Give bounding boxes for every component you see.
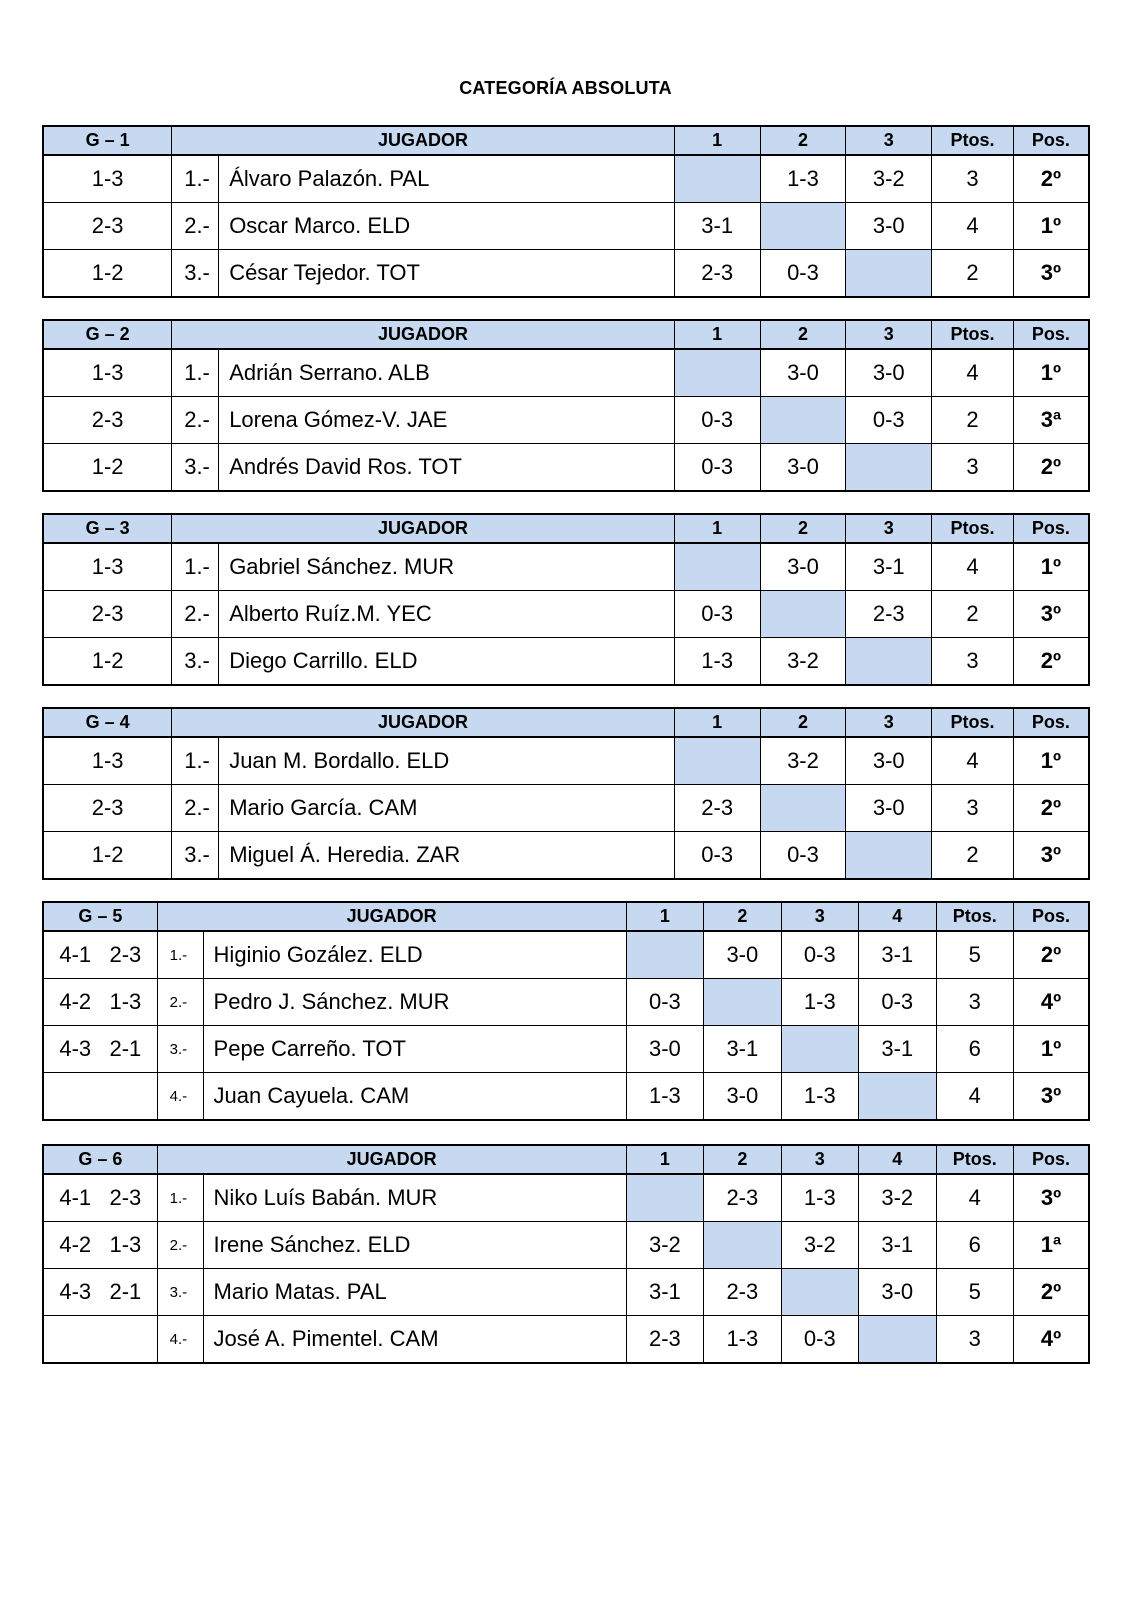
group-table [42, 125, 1090, 298]
column-header-opponent: 1 [674, 514, 760, 543]
player-number: 3.- [157, 1269, 203, 1316]
match-result: 0-3 [846, 397, 932, 444]
player-number: 2.- [157, 979, 203, 1026]
group-label: G – 3 [43, 514, 172, 543]
points: 4 [932, 349, 1014, 397]
match-result: 1-3 [781, 1073, 858, 1121]
match-result: 3-0 [704, 931, 781, 979]
position: 2º [1013, 444, 1089, 492]
self-match-cell [846, 250, 932, 298]
match-result: 3-2 [846, 155, 932, 203]
match-result: 0-3 [781, 931, 858, 979]
match-result: 2-3 [846, 591, 932, 638]
column-header-position: Pos. [1013, 1145, 1089, 1174]
player-number: 1.- [172, 349, 219, 397]
points: 2 [932, 832, 1014, 880]
self-match-cell [674, 543, 760, 591]
match-order: 1-2 [43, 832, 172, 880]
self-match-cell [760, 397, 846, 444]
column-header-jugador: JUGADOR [172, 320, 675, 349]
match-result: 3-0 [760, 543, 846, 591]
player-name: Irene Sánchez. ELD [203, 1222, 626, 1269]
group-table [42, 1144, 1090, 1364]
match-result: 3-1 [859, 1222, 936, 1269]
player-name: Gabriel Sánchez. MUR [219, 543, 675, 591]
player-name: Adrián Serrano. ALB [219, 349, 675, 397]
column-header-points: Ptos. [936, 902, 1013, 931]
points: 4 [932, 203, 1014, 250]
self-match-cell [846, 832, 932, 880]
player-name: José A. Pimentel. CAM [203, 1316, 626, 1364]
group-label: G – 2 [43, 320, 172, 349]
player-number: 1.- [157, 1174, 203, 1222]
player-number: 1.- [157, 931, 203, 979]
points: 4 [932, 543, 1014, 591]
points: 4 [932, 737, 1014, 785]
match-result: 1-3 [781, 979, 858, 1026]
self-match-cell [760, 785, 846, 832]
column-header-opponent: 1 [626, 902, 703, 931]
position: 2º [1013, 785, 1089, 832]
points: 2 [932, 397, 1014, 444]
match-result: 0-3 [760, 832, 846, 880]
match-result: 0-3 [674, 591, 760, 638]
player-name: Alberto Ruíz.M. YEC [219, 591, 675, 638]
match-result: 1-3 [781, 1174, 858, 1222]
player-row [43, 397, 1089, 444]
player-row [43, 1316, 1089, 1364]
position: 1ª [1013, 1222, 1089, 1269]
column-header-opponent: 2 [760, 514, 846, 543]
group-label: G – 4 [43, 708, 172, 737]
self-match-cell [704, 979, 781, 1026]
match-result: 2-3 [704, 1269, 781, 1316]
match-result: 2-3 [704, 1174, 781, 1222]
self-match-cell [674, 737, 760, 785]
match-result: 2-3 [674, 785, 760, 832]
match-order: 2-3 [43, 591, 172, 638]
column-header-position: Pos. [1013, 126, 1089, 155]
self-match-cell [859, 1316, 936, 1364]
match-order: 1-2 [43, 250, 172, 298]
match-order: 4-1 2-3 [43, 931, 157, 979]
column-header-opponent: 2 [760, 126, 846, 155]
points: 3 [932, 638, 1014, 686]
column-header-opponent: 1 [674, 126, 760, 155]
match-result: 3-0 [626, 1026, 703, 1073]
player-row [43, 638, 1089, 686]
points: 4 [936, 1174, 1013, 1222]
column-header-opponent: 3 [846, 126, 932, 155]
self-match-cell [674, 155, 760, 203]
column-header-opponent: 3 [846, 708, 932, 737]
player-number: 3.- [172, 638, 219, 686]
position: 4º [1013, 979, 1089, 1026]
position: 4º [1013, 1316, 1089, 1364]
match-order: 4-3 2-1 [43, 1026, 157, 1073]
match-result: 1-3 [704, 1316, 781, 1364]
position: 1º [1013, 203, 1089, 250]
player-row [43, 1073, 1089, 1121]
match-result: 3-0 [846, 349, 932, 397]
column-header-position: Pos. [1013, 320, 1089, 349]
position: 3º [1013, 1174, 1089, 1222]
match-result: 0-3 [674, 397, 760, 444]
player-row [43, 250, 1089, 298]
self-match-cell [760, 203, 846, 250]
position: 3º [1013, 1073, 1089, 1121]
group-label: G – 1 [43, 126, 172, 155]
match-order: 1-2 [43, 444, 172, 492]
column-header-position: Pos. [1013, 514, 1089, 543]
player-number: 3.- [172, 832, 219, 880]
points: 5 [936, 931, 1013, 979]
points: 3 [932, 155, 1014, 203]
player-row [43, 444, 1089, 492]
player-number: 2.- [172, 203, 219, 250]
self-match-cell [626, 1174, 703, 1222]
position: 1º [1013, 1026, 1089, 1073]
match-order [43, 1316, 157, 1364]
player-name: Pepe Carreño. TOT [203, 1026, 626, 1073]
match-result: 3-1 [704, 1026, 781, 1073]
column-header-jugador: JUGADOR [172, 708, 675, 737]
match-order [43, 1073, 157, 1121]
column-header-points: Ptos. [932, 708, 1014, 737]
match-order: 1-3 [43, 543, 172, 591]
points: 3 [932, 785, 1014, 832]
column-header-jugador: JUGADOR [172, 514, 675, 543]
player-row [43, 349, 1089, 397]
match-result: 3-1 [859, 931, 936, 979]
player-number: 2.- [172, 397, 219, 444]
column-header-opponent: 2 [760, 708, 846, 737]
player-row [43, 543, 1089, 591]
player-number: 3.- [172, 444, 219, 492]
match-result: 3-0 [760, 444, 846, 492]
player-number: 1.- [172, 543, 219, 591]
player-row [43, 1269, 1089, 1316]
player-row [43, 1222, 1089, 1269]
column-header-opponent: 3 [781, 1145, 858, 1174]
player-row [43, 203, 1089, 250]
match-result: 0-3 [674, 444, 760, 492]
player-number: 2.- [172, 785, 219, 832]
player-name: Pedro J. Sánchez. MUR [203, 979, 626, 1026]
group-table [42, 901, 1090, 1121]
player-row [43, 979, 1089, 1026]
match-order: 2-3 [43, 203, 172, 250]
player-name: Oscar Marco. ELD [219, 203, 675, 250]
player-number: 1.- [172, 737, 219, 785]
points: 2 [932, 250, 1014, 298]
player-row [43, 1026, 1089, 1073]
self-match-cell [846, 444, 932, 492]
column-header-opponent: 2 [704, 902, 781, 931]
match-order: 1-3 [43, 155, 172, 203]
player-name: Miguel Á. Heredia. ZAR [219, 832, 675, 880]
position: 1º [1013, 737, 1089, 785]
position: 1º [1013, 543, 1089, 591]
column-header-jugador: JUGADOR [172, 126, 675, 155]
position: 2º [1013, 638, 1089, 686]
player-row [43, 832, 1089, 880]
match-result: 0-3 [760, 250, 846, 298]
match-result: 2-3 [626, 1316, 703, 1364]
self-match-cell [846, 638, 932, 686]
group-table [42, 707, 1090, 880]
match-result: 3-1 [674, 203, 760, 250]
match-order: 1-2 [43, 638, 172, 686]
column-header-opponent: 1 [674, 708, 760, 737]
match-result: 3-2 [760, 737, 846, 785]
match-result: 0-3 [859, 979, 936, 1026]
column-header-points: Ptos. [936, 1145, 1013, 1174]
match-result: 3-0 [846, 737, 932, 785]
column-header-jugador: JUGADOR [157, 1145, 626, 1174]
match-result: 3-2 [760, 638, 846, 686]
player-number: 3.- [157, 1026, 203, 1073]
points: 3 [936, 979, 1013, 1026]
points: 6 [936, 1222, 1013, 1269]
player-name: Higinio Gozález. ELD [203, 931, 626, 979]
player-name: Juan Cayuela. CAM [203, 1073, 626, 1121]
points: 4 [936, 1073, 1013, 1121]
player-number: 4.- [157, 1316, 203, 1364]
player-name: Diego Carrillo. ELD [219, 638, 675, 686]
match-result: 2-3 [674, 250, 760, 298]
self-match-cell [704, 1222, 781, 1269]
match-result: 1-3 [760, 155, 846, 203]
group-table [42, 513, 1090, 686]
group-label: G – 6 [43, 1145, 157, 1174]
match-result: 3-1 [859, 1026, 936, 1073]
column-header-points: Ptos. [932, 320, 1014, 349]
player-name: Álvaro Palazón. PAL [219, 155, 675, 203]
position: 1º [1013, 349, 1089, 397]
match-result: 3-0 [704, 1073, 781, 1121]
position: 3º [1013, 250, 1089, 298]
column-header-opponent: 3 [781, 902, 858, 931]
column-header-opponent: 1 [626, 1145, 703, 1174]
player-name: Lorena Gómez-V. JAE [219, 397, 675, 444]
player-row [43, 1174, 1089, 1222]
column-header-opponent: 3 [846, 320, 932, 349]
position: 2º [1013, 1269, 1089, 1316]
player-name: Mario Matas. PAL [203, 1269, 626, 1316]
match-result: 0-3 [781, 1316, 858, 1364]
match-result: 3-0 [846, 203, 932, 250]
match-result: 3-0 [846, 785, 932, 832]
self-match-cell [781, 1026, 858, 1073]
match-order: 2-3 [43, 785, 172, 832]
points: 3 [932, 444, 1014, 492]
match-order: 1-3 [43, 737, 172, 785]
group-table [42, 319, 1090, 492]
player-number: 4.- [157, 1073, 203, 1121]
column-header-opponent: 4 [859, 1145, 936, 1174]
position: 3º [1013, 591, 1089, 638]
player-name: Mario García. CAM [219, 785, 675, 832]
match-order: 4-2 1-3 [43, 1222, 157, 1269]
points: 3 [936, 1316, 1013, 1364]
match-order: 2-3 [43, 397, 172, 444]
page-title: CATEGORÍA ABSOLUTA [459, 78, 672, 98]
player-name: Andrés David Ros. TOT [219, 444, 675, 492]
column-header-position: Pos. [1013, 902, 1089, 931]
player-row [43, 931, 1089, 979]
match-result: 3-1 [846, 543, 932, 591]
column-header-opponent: 4 [859, 902, 936, 931]
column-header-opponent: 2 [704, 1145, 781, 1174]
player-number: 2.- [172, 591, 219, 638]
match-result: 1-3 [626, 1073, 703, 1121]
position: 3º [1013, 832, 1089, 880]
column-header-points: Ptos. [932, 126, 1014, 155]
column-header-opponent: 1 [674, 320, 760, 349]
player-row [43, 737, 1089, 785]
match-result: 3-0 [760, 349, 846, 397]
self-match-cell [781, 1269, 858, 1316]
position: 2º [1013, 931, 1089, 979]
position: 3ª [1013, 397, 1089, 444]
points: 5 [936, 1269, 1013, 1316]
player-name: César Tejedor. TOT [219, 250, 675, 298]
group-label: G – 5 [43, 902, 157, 931]
player-number: 3.- [172, 250, 219, 298]
match-order: 4-3 2-1 [43, 1269, 157, 1316]
column-header-points: Ptos. [932, 514, 1014, 543]
match-order: 4-2 1-3 [43, 979, 157, 1026]
column-header-jugador: JUGADOR [157, 902, 626, 931]
match-order: 4-1 2-3 [43, 1174, 157, 1222]
player-number: 2.- [157, 1222, 203, 1269]
player-name: Niko Luís Babán. MUR [203, 1174, 626, 1222]
self-match-cell [859, 1073, 936, 1121]
match-result: 3-2 [781, 1222, 858, 1269]
column-header-position: Pos. [1013, 708, 1089, 737]
match-order: 1-3 [43, 349, 172, 397]
match-result: 0-3 [626, 979, 703, 1026]
match-result: 0-3 [674, 832, 760, 880]
player-row [43, 785, 1089, 832]
points: 2 [932, 591, 1014, 638]
points: 6 [936, 1026, 1013, 1073]
player-number: 1.- [172, 155, 219, 203]
match-result: 1-3 [674, 638, 760, 686]
column-header-opponent: 2 [760, 320, 846, 349]
player-name: Juan M. Bordallo. ELD [219, 737, 675, 785]
match-result: 3-0 [859, 1269, 936, 1316]
match-result: 3-1 [626, 1269, 703, 1316]
player-row [43, 591, 1089, 638]
self-match-cell [760, 591, 846, 638]
player-row [43, 155, 1089, 203]
column-header-opponent: 3 [846, 514, 932, 543]
self-match-cell [674, 349, 760, 397]
match-result: 3-2 [859, 1174, 936, 1222]
self-match-cell [626, 931, 703, 979]
match-result: 3-2 [626, 1222, 703, 1269]
position: 2º [1013, 155, 1089, 203]
